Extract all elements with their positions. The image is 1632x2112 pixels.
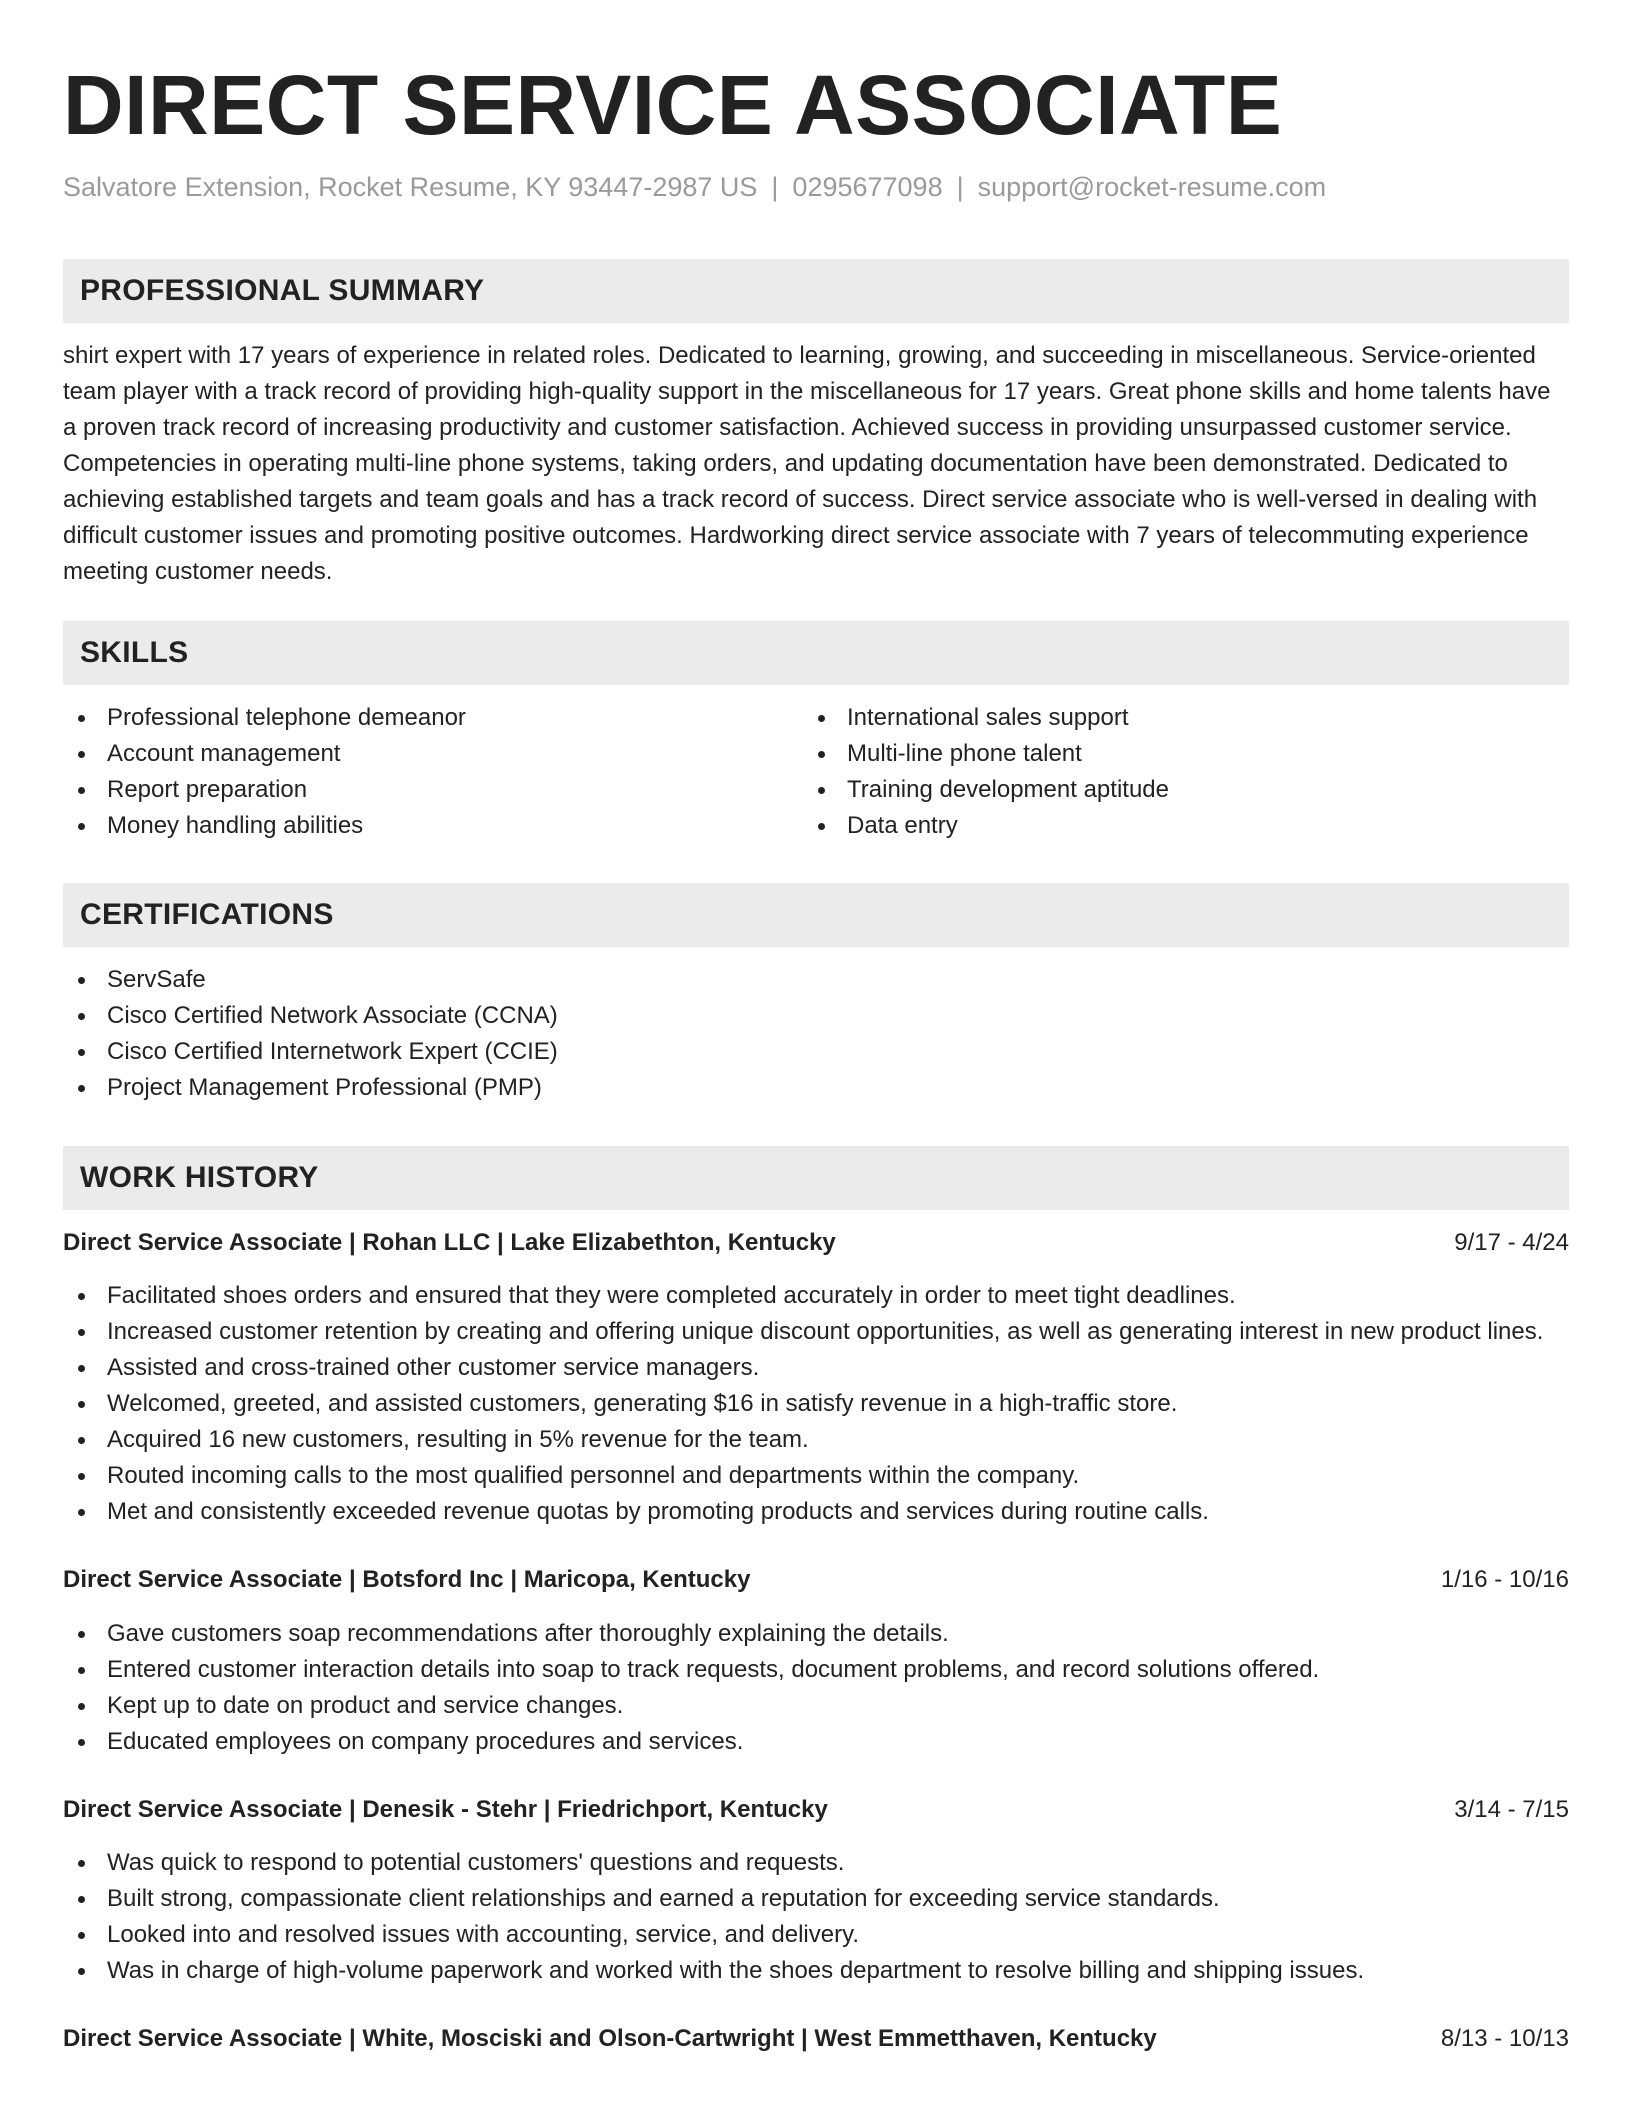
job-entry <box>63 1562 1569 1760</box>
certification-item: ServSafe <box>63 962 1569 998</box>
job-bullet: Acquired 16 new customers, resulting in 5% revenue for the team. <box>63 1422 1569 1458</box>
contact-separator: | <box>956 172 964 202</box>
job-header <box>63 1225 1569 1261</box>
summary-text: shirt expert with 17 years of experience in related roles. Dedicated to learning, growing, and succeeding in miscellaneous. Service-oriented team player with a track record of providing high-quality support in the miscellaneous for 17 years. Great phone skills and home talents have a proven track record of increasing productivity and customer satisfaction. Achieved success in providing unsurpassed customer service. Competencies in operating multi-line phone systems, taking orders, and updating documentation have been demonstrated. Dedicated to achieving established targets and team goals and has a track record of success. Direct service associate who is well-versed in dealing with difficult customer issues and promoting positive outcomes. Hardworking direct service associate with 7 years of telecommuting experience meeting customer needs. <box>63 342 1551 585</box>
skill-item: Training development aptitude <box>803 772 1543 808</box>
certifications-list <box>63 962 1569 1106</box>
skills-left-list <box>63 700 803 844</box>
job-dates: 9/17 - 4/24 <box>1454 1229 1569 1256</box>
skill-item: Report preparation <box>63 772 803 808</box>
job-header <box>63 2021 1569 2057</box>
skill-item: Money handling abilities <box>63 808 803 844</box>
candidate-name: DIRECT SERVICE ASSOCIATE <box>63 58 1283 152</box>
job-bullet: Educated employees on company procedures and services. <box>63 1724 1569 1760</box>
job-dates: 8/13 - 10/13 <box>1440 2025 1569 2052</box>
skill-item: Data entry <box>803 808 1543 844</box>
skill-item: International sales support <box>803 700 1543 736</box>
certification-item: Cisco Certified Internetwork Expert (CCIE) <box>63 1034 1569 1070</box>
job-dates: 3/14 - 7/15 <box>1454 1796 1569 1823</box>
contact-phone[interactable]: 0295677098 <box>792 172 943 202</box>
work-history-section-header: WORK HISTORY <box>63 1146 1569 1210</box>
contact-line <box>63 170 1569 204</box>
skill-item: Professional telephone demeanor <box>63 700 803 736</box>
job-bullet: Gave customers soap recommendations after thoroughly explaining the details. <box>63 1616 1569 1652</box>
job-bullet: Looked into and resolved issues with accounting, service, and delivery. <box>63 1917 1569 1953</box>
job-title: Direct Service Associate | Rohan LLC | Lake Elizabethton, Kentucky <box>63 1229 836 1256</box>
skills-right-list <box>803 700 1543 844</box>
summary-section-header: PROFESSIONAL SUMMARY <box>63 259 1569 323</box>
job-bullet: Welcomed, greeted, and assisted customers, generating $16 in satisfy revenue in a high-traffic store. <box>63 1386 1569 1422</box>
skill-item: Multi-line phone talent <box>803 736 1543 772</box>
job-bullets <box>63 1616 1569 1760</box>
job-bullet: Was quick to respond to potential customers' questions and requests. <box>63 1845 1569 1881</box>
job-title: Direct Service Associate | Denesik - Stehr | Friedrichport, Kentucky <box>63 1796 828 1823</box>
job-bullet: Was in charge of high-volume paperwork and worked with the shoes department to resolve billing and shipping issues. <box>63 1953 1569 1989</box>
contact-separator: | <box>771 172 779 202</box>
job-title: Direct Service Associate | White, Mosciski and Olson-Cartwright | West Emmetthaven, Kentucky <box>63 2025 1157 2052</box>
contact-email[interactable]: support@rocket-resume.com <box>977 172 1327 202</box>
skills-grid <box>63 700 1569 844</box>
certification-item: Cisco Certified Network Associate (CCNA) <box>63 998 1569 1034</box>
certification-item: Project Management Professional (PMP) <box>63 1070 1569 1106</box>
job-dates: 1/16 - 10/16 <box>1440 1566 1569 1593</box>
job-bullets <box>63 1278 1569 1530</box>
job-entry <box>63 2021 1569 2057</box>
skill-item: Account management <box>63 736 803 772</box>
job-bullet: Assisted and cross-trained other customer service managers. <box>63 1350 1569 1386</box>
contact-address: Salvatore Extension, Rocket Resume, KY 93447-2987 US <box>63 172 758 202</box>
job-header <box>63 1562 1569 1598</box>
job-bullet: Increased customer retention by creating and offering unique discount opportunities, as well as generating interest in new product lines. <box>63 1314 1569 1350</box>
job-title: Direct Service Associate | Botsford Inc | Maricopa, Kentucky <box>63 1566 751 1593</box>
certifications-section-header: CERTIFICATIONS <box>63 883 1569 947</box>
job-header <box>63 1792 1569 1828</box>
job-bullets <box>63 1845 1569 1989</box>
job-entry <box>63 1225 1569 1530</box>
skills-section-header: SKILLS <box>63 621 1569 685</box>
job-bullet: Built strong, compassionate client relationships and earned a reputation for exceeding service standards. <box>63 1881 1569 1917</box>
job-bullet: Kept up to date on product and service changes. <box>63 1688 1569 1724</box>
job-bullet: Routed incoming calls to the most qualified personnel and departments within the company. <box>63 1458 1569 1494</box>
job-entry <box>63 1792 1569 1989</box>
job-bullet: Met and consistently exceeded revenue quotas by promoting products and services during routine calls. <box>63 1494 1569 1530</box>
job-bullet: Facilitated shoes orders and ensured that they were completed accurately in order to meet tight deadlines. <box>63 1278 1569 1314</box>
job-bullet: Entered customer interaction details into soap to track requests, document problems, and record solutions offered. <box>63 1652 1569 1688</box>
